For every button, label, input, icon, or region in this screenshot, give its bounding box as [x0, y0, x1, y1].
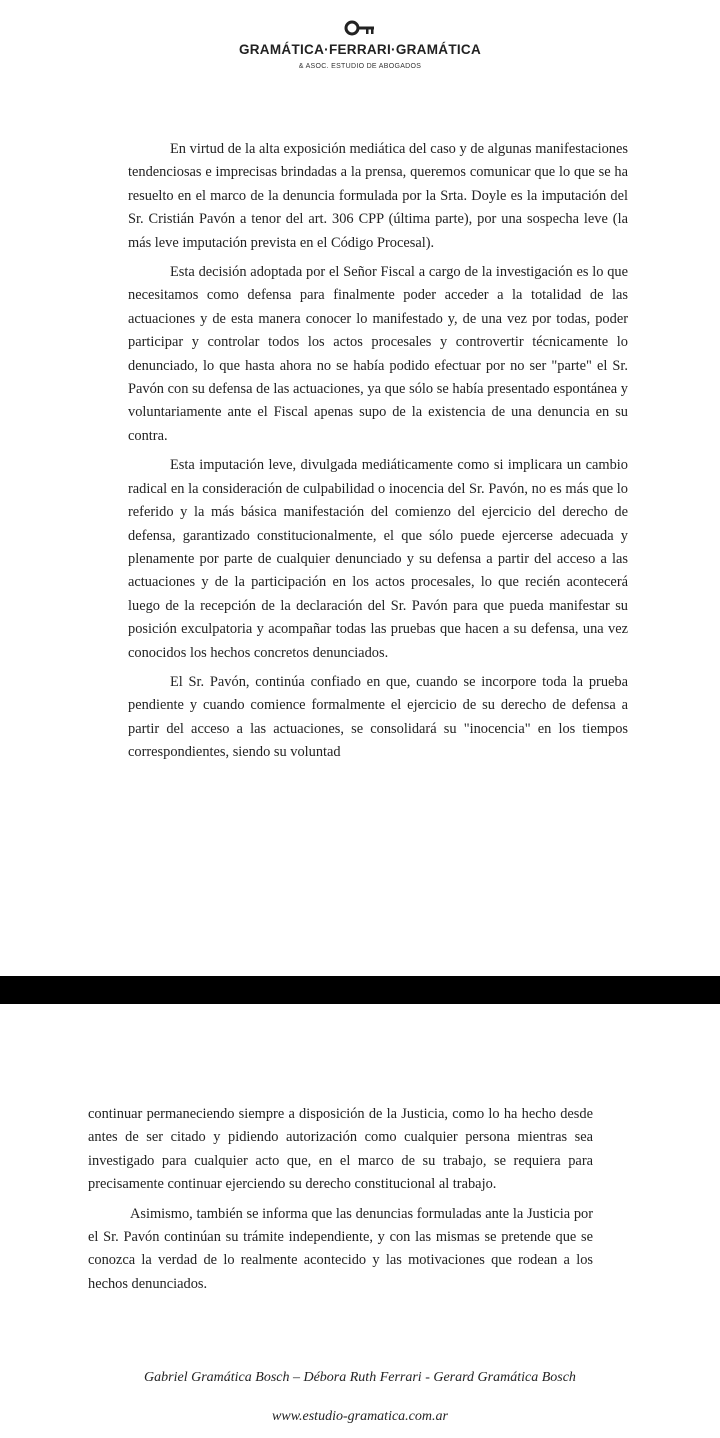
firm-subtitle: & ASOC. ESTUDIO DE ABOGADOS [298, 63, 422, 70]
letterhead [0, 18, 720, 70]
paragraph: En virtud de la alta exposición mediática del caso y de algunas manifestaciones tendenciosas e imprecisas brindadas a la prensa, queremos comunicar que lo que se ha resuelto en el marco de la denuncia formulada por la Srta. Doyle es la imputación del Sr. Cristián Pavón a tenor del art. 306 CPP (última parte), por una sospecha leve (la más leve imputación prevista en el Código Procesal). [128, 141, 628, 251]
letter-body-page-1 [128, 138, 628, 771]
website-link[interactable]: www.estudio-gramatica.com.ar [272, 1409, 448, 1424]
signatures: Gabriel Gramática Bosch – Débora Ruth Ferrari - Gerard Gramática Bosch [144, 1370, 576, 1385]
page-separator [0, 976, 720, 1004]
paragraph: Esta decisión adoptada por el Señor Fiscal a cargo de la investigación es lo que necesitamos como defensa para finalmente poder acceder a la totalidad de las actuaciones y de esta manera conocer lo manifestado y, de una vez por todas, poder participar y controlar todos los actos procesales y controvertir técnicamente lo denunciado, lo que hasta ahora no se había podido efectuar por no ser "parte" el Sr. Pavón con su defensa de las actuaciones, ya que sólo se había presentado espontánea y voluntariamente ante el Fiscal apenas supo de la existencia de una denuncia en su contra. [128, 264, 628, 444]
paragraph: El Sr. Pavón, continúa confiado en que, cuando se incorpore toda la prueba pendiente y cuando comience formalmente el ejercicio de su derecho de defensa a partir del acceso a las actuaciones, se consolidará su "inocencia" en los tiempos correspondientes, siendo su voluntad [128, 673, 628, 761]
paragraph: Asimismo, también se informa que las denuncias formuladas ante la Justicia por el Sr. Pavón continúan su trámite independiente, y con las mismas se pretende que se conozca la verdad de lo realmente acontecido y las motivaciones que rodean a los hechos denunciados. [88, 1205, 593, 1292]
paragraph: Esta imputación leve, divulgada mediáticamente como si implicara un cambio radical en la consideración de culpabilidad o inocencia del Sr. Pavón, no es más que lo referido y la más básica manifestación del comienzo del ejercicio del derecho de defensa, garantizado constitucionalmente, el que sólo puede ejercerse adecuada y plenamente por parte de cualquier denunciado y su defensa a partir del acceso a las actuaciones y de la participación en los actos procesales, lo que recién acontecerá luego de la recepción de la declaración del Sr. Pavón para que pueda manifestar su posición exculpatoria y acompañar todas las pruebas que hacen a su defensa, una vez conocidos los hechos concretos denunciados. [128, 457, 628, 661]
firm-name: GRAMÁTICA·FERRARI·GRAMÁTICA [238, 42, 482, 57]
key-icon [0, 18, 720, 38]
paragraph: continuar permaneciendo siempre a disposición de la Justicia, como lo ha hecho desde antes de ser citado y pidiendo autorización como cualquier persona mientras sea investigado para cualquier acto que, en el marco de su trabajo, se requiera para precisamente continuar ejerciendo su derecho constitucional al trabajo. [88, 1106, 593, 1193]
letter-body-page-2 [88, 1103, 593, 1302]
